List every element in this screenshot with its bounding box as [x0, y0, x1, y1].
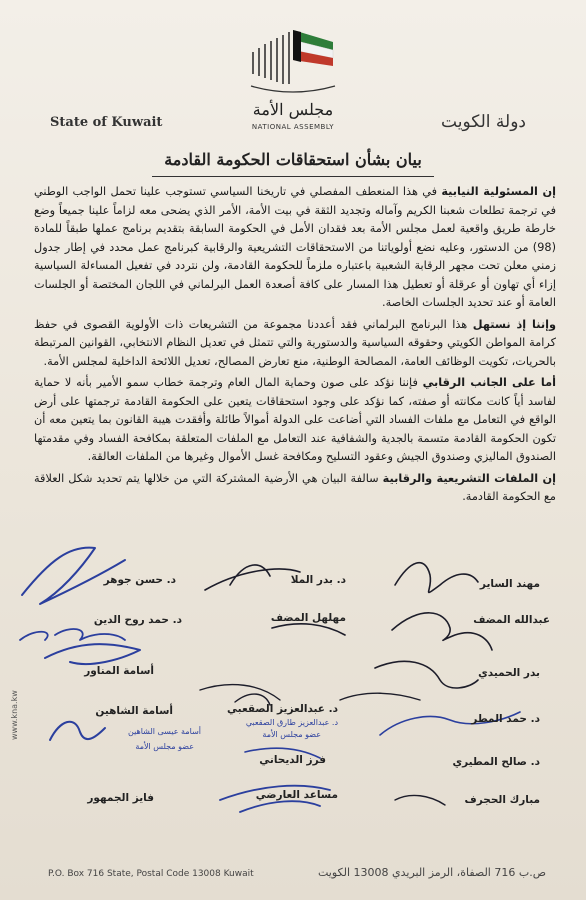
signature	[200, 685, 280, 705]
paragraph	[34, 183, 556, 313]
stamp-name: د. عبدالعزيز طارق الصقعبي	[245, 718, 338, 727]
state-name-english: State of Kuwait	[50, 115, 163, 130]
state-name-arabic: دولة الكويت	[441, 112, 526, 132]
signatory-name: مبارك الحجرف	[464, 794, 540, 806]
paragraph-text: فإننا نؤكد على صون وحماية المال العام وترجمة خطاب سمو الأمير بأنه لا حماية لفاسد أياً كانت مكانته أو صفته، كما نؤكد على وجود استحقاقات يتعين على الحكومة القادمة ترجمتها على أرض الواقع في التعامل مع ملفات الفساد التي أضاعت على الدولة أموالاً طائلة وأفقدت هيبة القانون بما يتعين معه أن تكون الحكومة القادمة متسمة بالجدية والشفافية عند التعامل مع الملفات المتعلقة بمكافحة الفساد وفي مقدمتها الصندوق الماليزي وصندوق الجيش وعقود التسليح ومكافحة غسل الأموال وغيرها من الملفات العالقة.	[34, 376, 556, 463]
website-url: www.kna.kw	[10, 690, 19, 740]
signatory-name: د. عبدالعزيز الصقعبي	[227, 703, 338, 715]
signatory-name: أسامة المناور	[84, 665, 154, 677]
footer-address-arabic: ص.ب 716 الصفاة، الرمز البريدي 13008 الكويت	[317, 866, 546, 879]
signatory-name: د. حمد المطر	[471, 713, 540, 725]
logo-text-arabic: مجلس الأمة	[252, 100, 334, 119]
signature	[375, 661, 478, 688]
paragraph-lead: وإننا إذ نستهل	[472, 317, 556, 331]
signature	[395, 795, 445, 805]
signature	[272, 624, 345, 635]
signature	[205, 565, 300, 590]
paragraph-text: سالفة البيان هي الأرضية المشتركة التي من خلالها يتم تحديد شكل العلاقة مع الحكومة القادمة.	[34, 471, 556, 503]
signature	[340, 693, 420, 700]
statement-title: بيان بشأن استحقاقات الحكومة القادمة	[164, 150, 422, 169]
signatory-name: فرز الديحاني	[259, 754, 326, 766]
paragraph	[34, 470, 556, 507]
logo-text-english: NATIONAL ASSEMBLY	[251, 123, 335, 131]
paragraph-text: في هذا المنعطف المفصلي في تاريخنا السياسي تستوجب علينا تحمل الواجب الوطني في ترجمة تطلعات شعبنا الكريم وآماله وتجديد الثقة في بيت الأمة، الأمر الذي يضحى معه لزاماً علينا جميعاً وضع خارطة طريق واقعية لعمل مجلس الأمة بعد فقدان الأمل في الحكومة السابقة بتقديم برنامج عملها طبقاً للمادة (98) من الدستور، وعليه نضع أولوياتنا من الاستحقاقات التشريعية والرقابية كبرنامج عمل محدد في إطار جدول زمني معلن تحت مجهر الرقابة الشعبية باعتباره ملزماً للحكومة القادمة، ولن نتردد في تفعيل المساءلة السياسية إزاء أي تهاون أو عرقلة أو تعطيل هذا المسار على كافة أصعدة العمل البرلماني في اللجان المختصة أو الجلسات العامة أو عند تحديد الجلسات الخاصة.	[34, 185, 556, 309]
signature	[20, 629, 125, 640]
signatory-name: د. صالح المطيري	[452, 756, 540, 768]
paragraph	[34, 374, 556, 467]
signatory-name: عبدالله المضف	[473, 614, 550, 626]
signatory-name: أسامة الشاهين	[95, 705, 173, 717]
stamp-name: أسامة عيسى الشاهين	[128, 727, 201, 736]
signatory-name: مهلهل المضف	[270, 612, 346, 624]
signatory-name: د. حمد روح الدين	[93, 614, 182, 626]
stamp-title: عضو مجلس الأمة	[262, 730, 321, 739]
signatory-name: مهند الساير	[479, 578, 540, 590]
signature	[45, 644, 140, 664]
signatory-name: د. حسن جوهر	[103, 574, 176, 586]
national-assembly-logo	[243, 22, 343, 102]
stamp-title: عضو مجلس الأمة	[135, 742, 194, 751]
signatory-name: مساعد العارضي	[255, 789, 338, 801]
paragraph-lead: إن المسئولية النيابية	[441, 185, 556, 198]
signatory-name: د. بدر الملا	[290, 574, 346, 586]
signatory-name: بدر الحميدي	[478, 667, 540, 679]
paragraph-text: هذا البرنامج البرلماني فقد أعددنا مجموعة من التشريعات ذات الأولوية القصوى في حفظ كرامة المواطن الكويتي وحقوقه السياسية والدستورية والتي تتمثل في تعديل النظام الانتخابي، القوانين المرتبطة بالحريات، تكويت الوظائف العامة، المصالحة الوطنية، منع تعارض المصالح، تعديل اللائحة الداخلية لمجلس الأمة.	[34, 317, 556, 368]
paragraph-lead: أما على الجانب الرقابي	[422, 376, 556, 389]
signature	[50, 722, 105, 740]
signature	[395, 563, 478, 593]
footer-address-english: P.O. Box 716 State, Postal Code 13008 Kuwait	[48, 869, 254, 879]
paragraph	[34, 316, 556, 372]
statement-body	[34, 183, 556, 510]
paragraph-lead: إن الملفات التشريعية والرقابية	[382, 471, 556, 485]
title-underline	[152, 176, 434, 177]
signatory-name: فايز الجمهور	[87, 792, 154, 804]
